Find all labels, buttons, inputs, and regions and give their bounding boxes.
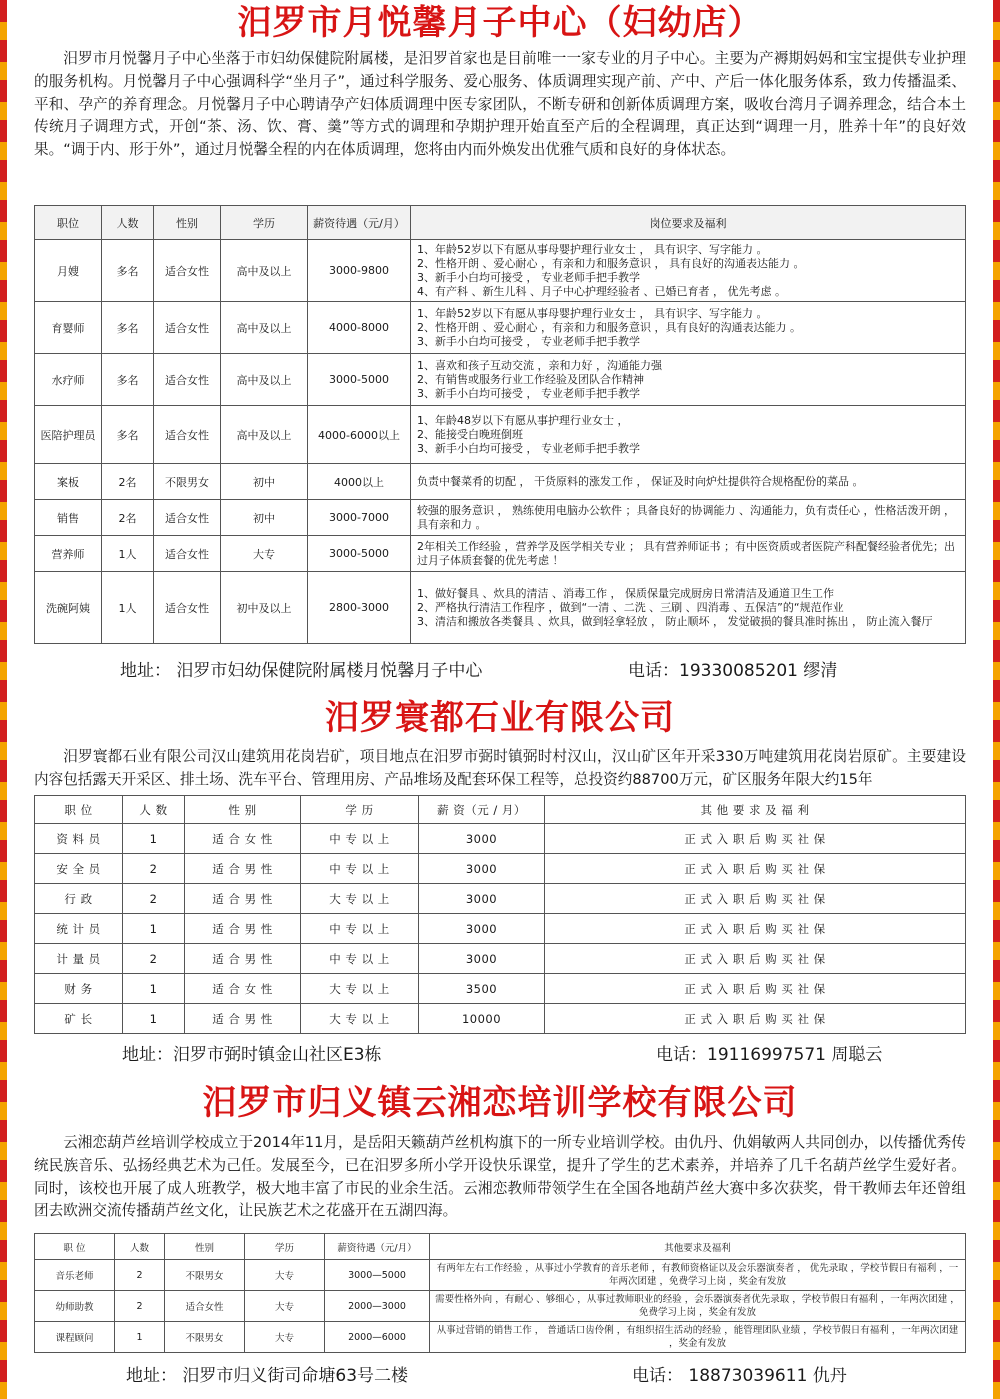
table-row xyxy=(35,854,966,884)
cell-pos: 幼师助教 xyxy=(35,1291,115,1322)
cell-pos: 营养师 xyxy=(35,536,102,572)
cell-num: 2 xyxy=(115,1260,165,1291)
cell-edu: 大 专 以 上 xyxy=(301,974,419,1004)
header-cell: 职位 xyxy=(35,206,102,240)
header-cell: 学历 xyxy=(221,206,308,240)
cell-pay: 3000-7000 xyxy=(308,500,411,536)
cell-pos: 月嫂 xyxy=(35,240,102,302)
requirement-line: 2、性格开朗 、爱心耐心 ，有亲和力和服务意识 ， 具有良好的沟通表达能力 。 xyxy=(417,256,805,270)
table-row xyxy=(35,406,966,464)
cell-sex: 适合女性 xyxy=(154,354,221,406)
cell-pos: 销售 xyxy=(35,500,102,536)
table-row xyxy=(35,536,966,572)
requirement-line: 2、能接受白晚班倒班 xyxy=(417,427,523,441)
cell-requirements xyxy=(411,572,966,644)
table-header-row xyxy=(35,796,966,824)
cell-pay: 2000—6000 xyxy=(325,1322,430,1353)
job-table xyxy=(34,205,966,644)
table-row xyxy=(35,824,966,854)
table-row xyxy=(35,1004,966,1034)
cell-sex: 适 合 女 性 xyxy=(185,824,301,854)
table-row xyxy=(35,974,966,1004)
cell-sex: 适合女性 xyxy=(165,1291,245,1322)
requirement-line: 2、性格开朗 、爱心耐心 ，有亲和力和服务意识 ，具有良好的沟通表达能力 。 xyxy=(417,320,801,334)
header-cell: 学 历 xyxy=(301,796,419,824)
cell-num: 1 xyxy=(123,824,185,854)
section-intro: 云湘恋葫芦丝培训学校成立于2014年11月，是岳阳天籁葫芦丝机构旗下的一所专业培训学校。由仇丹、仇娟敏两人共同创办，以传播优秀传统民族音乐、弘扬经典艺术为己任。发展至今，已在汨罗多所小学开设快乐课堂，提升了学生的艺术素养，并培养了几千名葫芦丝学生爱好者。同时，该校也开展了成人班教学，极大地丰富了市民的业余生活。云湘恋教师带领学生在全国各地葫芦丝大赛中多次获奖，骨干教师去年还曾组团去欧洲交流传播葫芦丝文化，让民族艺术之花盛开在五湖四海。 xyxy=(34,1134,966,1220)
header-cell: 性别 xyxy=(154,206,221,240)
cell-sex: 适 合 男 性 xyxy=(185,884,301,914)
cell-sex: 不限男女 xyxy=(165,1322,245,1353)
header-cell: 其他要求及福利 xyxy=(430,1234,966,1260)
cell-pay: 3000-5000 xyxy=(308,354,411,406)
section-training-school xyxy=(34,1080,966,1389)
cell-pos: 医陪护理员 xyxy=(35,406,102,464)
cell-requirements xyxy=(411,536,966,572)
header-cell: 人 数 xyxy=(123,796,185,824)
cell-num: 2 xyxy=(123,944,185,974)
cell-requirements xyxy=(411,406,966,464)
cell-edu: 大专 xyxy=(245,1260,325,1291)
cell-pos: 安 全 员 xyxy=(35,854,123,884)
cell-sex: 适 合 男 性 xyxy=(185,914,301,944)
cell-requirements xyxy=(411,240,966,302)
table-row xyxy=(35,464,966,500)
cell-requirements xyxy=(411,500,966,536)
cell-sex: 适 合 女 性 xyxy=(185,974,301,1004)
header-cell: 性 别 xyxy=(185,796,301,824)
cell-req: 需要性格外向 ，有耐心 、够细心 ，从事过教师职业的经验 ，会乐器演奏者优先录取 ，学校节假日有福利 ，一年两次团建 ，免费学习上岗 ，奖金有发放 xyxy=(430,1291,966,1322)
table-row xyxy=(35,500,966,536)
cell-pay: 2800-3000 xyxy=(308,572,411,644)
requirement-line: 2、严格执行清洁工作程序 ，做到“一清 、二洗 、三刷 、四消毒 、五保洁”的“规范作业 xyxy=(417,600,844,614)
header-cell: 薪 资（元 / 月） xyxy=(419,796,545,824)
cell-requirements xyxy=(411,354,966,406)
address-text: 地址： 汨罗市归义街司命塘63号二楼 xyxy=(126,1366,409,1386)
cell-num: 多名 xyxy=(102,406,154,464)
requirement-line: 1、年龄52岁以下有愿从事母婴护理行业女士 ， 具有识字、写字能力 。 xyxy=(417,242,768,256)
cell-num: 多名 xyxy=(102,240,154,302)
cell-pay: 2000—3000 xyxy=(325,1291,430,1322)
cell-pay: 3000 xyxy=(419,944,545,974)
cell-pos: 行 政 xyxy=(35,884,123,914)
cell-num: 1 xyxy=(123,1004,185,1034)
cell-pay: 4000-8000 xyxy=(308,302,411,354)
cell-pay: 10000 xyxy=(419,1004,545,1034)
requirement-line: 2、有销售或服务行业工作经验及团队合作精神 xyxy=(417,372,644,386)
requirement-line: 1、喜欢和孩子互动交流 ，亲和力好 ，沟通能力强 xyxy=(417,358,662,372)
section-intro: 汨罗寰都石业有限公司汉山建筑用花岗岩矿，项目地点在汨罗市弼时镇弼时村汉山，汉山矿区年开采330万吨建筑用花岗岩原矿。主要建设内容包括露天开采区、排土场、洗车平台、管理用房、产品堆场及配套环保工程等，总投资约88700万元，矿区服务年限大约15年 xyxy=(34,748,966,788)
requirement-line: 2年相关工作经验 ，营养学及医学相关专业 ； 具有营养师证书 ；有中医资质或者医院产科配餐经验者优先；出过月子体质套餐的优先考虑 ！ xyxy=(417,539,955,567)
cell-pos: 矿 长 xyxy=(35,1004,123,1034)
requirement-line: 3、新手小白均可接受 ， 专业老师手把手教学 xyxy=(417,270,640,284)
cell-edu: 高中及以上 xyxy=(221,354,308,406)
cell-pay: 3500 xyxy=(419,974,545,1004)
header-cell: 其 他 要 求 及 福 利 xyxy=(545,796,966,824)
header-cell: 薪资待遇（元/月） xyxy=(308,206,411,240)
table-row xyxy=(35,944,966,974)
job-table xyxy=(34,1233,966,1353)
cell-edu: 高中及以上 xyxy=(221,240,308,302)
header-cell: 职 位 xyxy=(35,796,123,824)
requirement-line: 1、年龄48岁以下有愿从事护理行业女士 ， xyxy=(417,413,629,427)
cell-req: 正 式 入 职 后 购 买 社 保 xyxy=(545,854,966,884)
table-header-row xyxy=(35,206,966,240)
cell-requirements xyxy=(411,302,966,354)
cell-sex: 不限男女 xyxy=(154,464,221,500)
cell-edu: 中 专 以 上 xyxy=(301,824,419,854)
section-intro: 汨罗市月悦馨月子中心坐落于市妇幼保健院附属楼，是汨罗首家也是目前唯一一家专业的月子中心。主要为产褥期妈妈和宝宝提供专业护理的服务机构。月悦馨月子中心强调科学“坐月子”，通过科学服务、爱心服务、体质调理实现产前、产中、产后一体化服务体系，致力传播温柔、平和、孕产的养育理念。月悦馨月子中心聘请孕产妇体质调理中医专家团队，不断专研和创新体质调理方案，吸收台湾月子调养理念，结合本土传统月子调理方式，开创“茶、汤、饮、膏、羹”等方式的调理和孕期护理开始直至产后的全程调理，真正达到“调理一月，胜养十年”的良好效果。“调于内、形于外”，通过月悦馨全程的内在体质调理，您将由内而外焕发出优雅气质和良好的身体状态。 xyxy=(34,50,966,159)
table-row xyxy=(35,1322,966,1353)
cell-pay: 3000—5000 xyxy=(325,1260,430,1291)
cell-num: 2 xyxy=(115,1291,165,1322)
section-title: 汨罗市月悦馨月子中心（妇幼店） xyxy=(237,3,763,43)
table-row xyxy=(35,572,966,644)
cell-edu: 大专 xyxy=(245,1291,325,1322)
cell-pay: 3000 xyxy=(419,854,545,884)
table-row xyxy=(35,302,966,354)
contact-line xyxy=(34,1361,966,1389)
cell-edu: 中 专 以 上 xyxy=(301,914,419,944)
cell-req: 正 式 入 职 后 购 买 社 保 xyxy=(545,944,966,974)
cell-num: 1 xyxy=(123,914,185,944)
cell-pay: 3000-5000 xyxy=(308,536,411,572)
table-row xyxy=(35,354,966,406)
cell-num: 1 xyxy=(123,974,185,1004)
section-title: 汨罗寰都石业有限公司 xyxy=(325,698,675,738)
cell-req: 正 式 入 职 后 购 买 社 保 xyxy=(545,884,966,914)
cell-pos: 水疗师 xyxy=(35,354,102,406)
cell-num: 多名 xyxy=(102,302,154,354)
cell-edu: 大 专 以 上 xyxy=(301,884,419,914)
cell-sex: 不限男女 xyxy=(165,1260,245,1291)
header-cell: 职 位 xyxy=(35,1234,115,1260)
header-cell: 学历 xyxy=(245,1234,325,1260)
cell-edu: 大专 xyxy=(245,1322,325,1353)
cell-sex: 适合女性 xyxy=(154,302,221,354)
cell-num: 1 xyxy=(115,1322,165,1353)
header-cell: 人数 xyxy=(115,1234,165,1260)
cell-req: 正 式 入 职 后 购 买 社 保 xyxy=(545,1004,966,1034)
cell-req: 正 式 入 职 后 购 买 社 保 xyxy=(545,974,966,1004)
cell-pos: 洗碗阿姨 xyxy=(35,572,102,644)
requirement-line: 3、清洁和搬放各类餐具 、炊具，做到轻拿轻放 ， 防止顺坏 ， 发觉破损的餐具准时拣出 ， 防止流入餐厅 xyxy=(417,614,933,628)
requirement-line: 较强的服务意识 ， 熟练使用电脑办公软件 ；具备良好的协调能力 、沟通能力，负有责任心 ，性格活泼开朗 ，具有亲和力 。 xyxy=(417,503,955,531)
requirement-line: 1、年龄52岁以下有愿从事母婴护理行业女士 ， 具有识字、写字能力 。 xyxy=(417,306,768,320)
cell-sex: 适 合 男 性 xyxy=(185,1004,301,1034)
table-row xyxy=(35,240,966,302)
phone-text: 电话： 18873039611 仇丹 xyxy=(632,1366,847,1386)
cell-sex: 适合女性 xyxy=(154,406,221,464)
cell-edu: 初中及以上 xyxy=(221,572,308,644)
section-title: 汨罗市归义镇云湘恋培训学校有限公司 xyxy=(202,1083,798,1123)
cell-edu: 中 专 以 上 xyxy=(301,854,419,884)
cell-num: 2 xyxy=(123,854,185,884)
cell-sex: 适合女性 xyxy=(154,572,221,644)
cell-num: 多名 xyxy=(102,354,154,406)
cell-pay: 4000以上 xyxy=(308,464,411,500)
cell-pos: 财 务 xyxy=(35,974,123,1004)
cell-sex: 适 合 男 性 xyxy=(185,944,301,974)
cell-edu: 高中及以上 xyxy=(221,302,308,354)
requirement-line: 4、有产科 、新生儿科 、月子中心护理经验者 、已婚已育者 ， 优先考虑 。 xyxy=(417,284,786,298)
cell-num: 2 xyxy=(123,884,185,914)
header-cell: 薪资待遇（元/月） xyxy=(325,1234,430,1260)
cell-sex: 适 合 男 性 xyxy=(185,854,301,884)
requirement-line: 3、新手小白均可接受 ， 专业老师手把手教学 xyxy=(417,386,640,400)
phone-text: 电话：19116997571 周聪云 xyxy=(656,1045,883,1065)
cell-pos: 音乐老师 xyxy=(35,1260,115,1291)
cell-requirements xyxy=(411,464,966,500)
cell-pos: 育婴师 xyxy=(35,302,102,354)
cell-num: 1人 xyxy=(102,536,154,572)
left-decorative-border xyxy=(0,0,7,1399)
right-decorative-border xyxy=(993,0,1000,1399)
cell-num: 2名 xyxy=(102,464,154,500)
address-text: 地址： 汨罗市妇幼保健院附属楼月悦馨月子中心 xyxy=(120,661,483,681)
contact-line xyxy=(34,1040,966,1068)
table-row xyxy=(35,884,966,914)
cell-req: 有两年左右工作经验 ，从事过小学教育的音乐老师 ，有教师资格证以及会乐器演奏者 ， 优先录取 ，学校节假日有福利 ，一年两次团建 ，免费学习上岗 ，奖金有发放 xyxy=(430,1260,966,1291)
requirement-line: 3、新手小白均可接受 ， 专业老师手把手教学 xyxy=(417,334,640,348)
cell-pos: 统 计 员 xyxy=(35,914,123,944)
table-header-row xyxy=(35,1234,966,1260)
header-cell: 岗位要求及福利 xyxy=(411,206,966,240)
header-cell: 性别 xyxy=(165,1234,245,1260)
contact-line xyxy=(34,656,966,684)
cell-edu: 大 专 以 上 xyxy=(301,1004,419,1034)
cell-edu: 初中 xyxy=(221,464,308,500)
cell-pay: 3000 xyxy=(419,914,545,944)
cell-pos: 资 料 员 xyxy=(35,824,123,854)
cell-num: 1人 xyxy=(102,572,154,644)
requirement-line: 负责中餐菜肴的切配 ， 干货原料的涨发工作 ， 保证及时向炉灶提供符合规格配份的菜品 。 xyxy=(417,474,864,488)
section-stone-company xyxy=(34,695,966,1068)
cell-req: 正 式 入 职 后 购 买 社 保 xyxy=(545,914,966,944)
job-table xyxy=(34,795,966,1034)
cell-pos: 计 量 员 xyxy=(35,944,123,974)
table-row xyxy=(35,914,966,944)
requirement-line: 1、做好餐具 、炊具的清洁 、消毒工作 ， 保质保量完成厨房日常清洁及通道卫生工作 xyxy=(417,586,834,600)
cell-pos: 课程顾问 xyxy=(35,1322,115,1353)
table-row xyxy=(35,1291,966,1322)
cell-sex: 适合女性 xyxy=(154,536,221,572)
requirement-line: 3、新手小白均可接受 ， 专业老师手把手教学 xyxy=(417,441,640,455)
cell-edu: 高中及以上 xyxy=(221,406,308,464)
cell-pay: 3000 xyxy=(419,824,545,854)
cell-pay: 4000-6000以上 xyxy=(308,406,411,464)
table-row xyxy=(35,1260,966,1291)
cell-edu: 中 专 以 上 xyxy=(301,944,419,974)
cell-pay: 3000-9800 xyxy=(308,240,411,302)
cell-num: 2名 xyxy=(102,500,154,536)
phone-text: 电话：19330085201 缪清 xyxy=(628,661,838,681)
cell-req: 正 式 入 职 后 购 买 社 保 xyxy=(545,824,966,854)
cell-edu: 大专 xyxy=(221,536,308,572)
cell-sex: 适合女性 xyxy=(154,500,221,536)
cell-edu: 初中 xyxy=(221,500,308,536)
header-cell: 人数 xyxy=(102,206,154,240)
cell-pay: 3000 xyxy=(419,884,545,914)
cell-pos: 案板 xyxy=(35,464,102,500)
cell-req: 从事过营销的销售工作 ， 普通话口齿伶俐 ，有组织招生活动的经验 ，能管理团队业绩 ，学校节假日有福利 ，一年两次团建 ，奖金有发放 xyxy=(430,1322,966,1353)
section-maternity-center xyxy=(34,0,966,684)
cell-sex: 适合女性 xyxy=(154,240,221,302)
address-text: 地址：汨罗市弼时镇金山社区E3栋 xyxy=(122,1045,382,1065)
